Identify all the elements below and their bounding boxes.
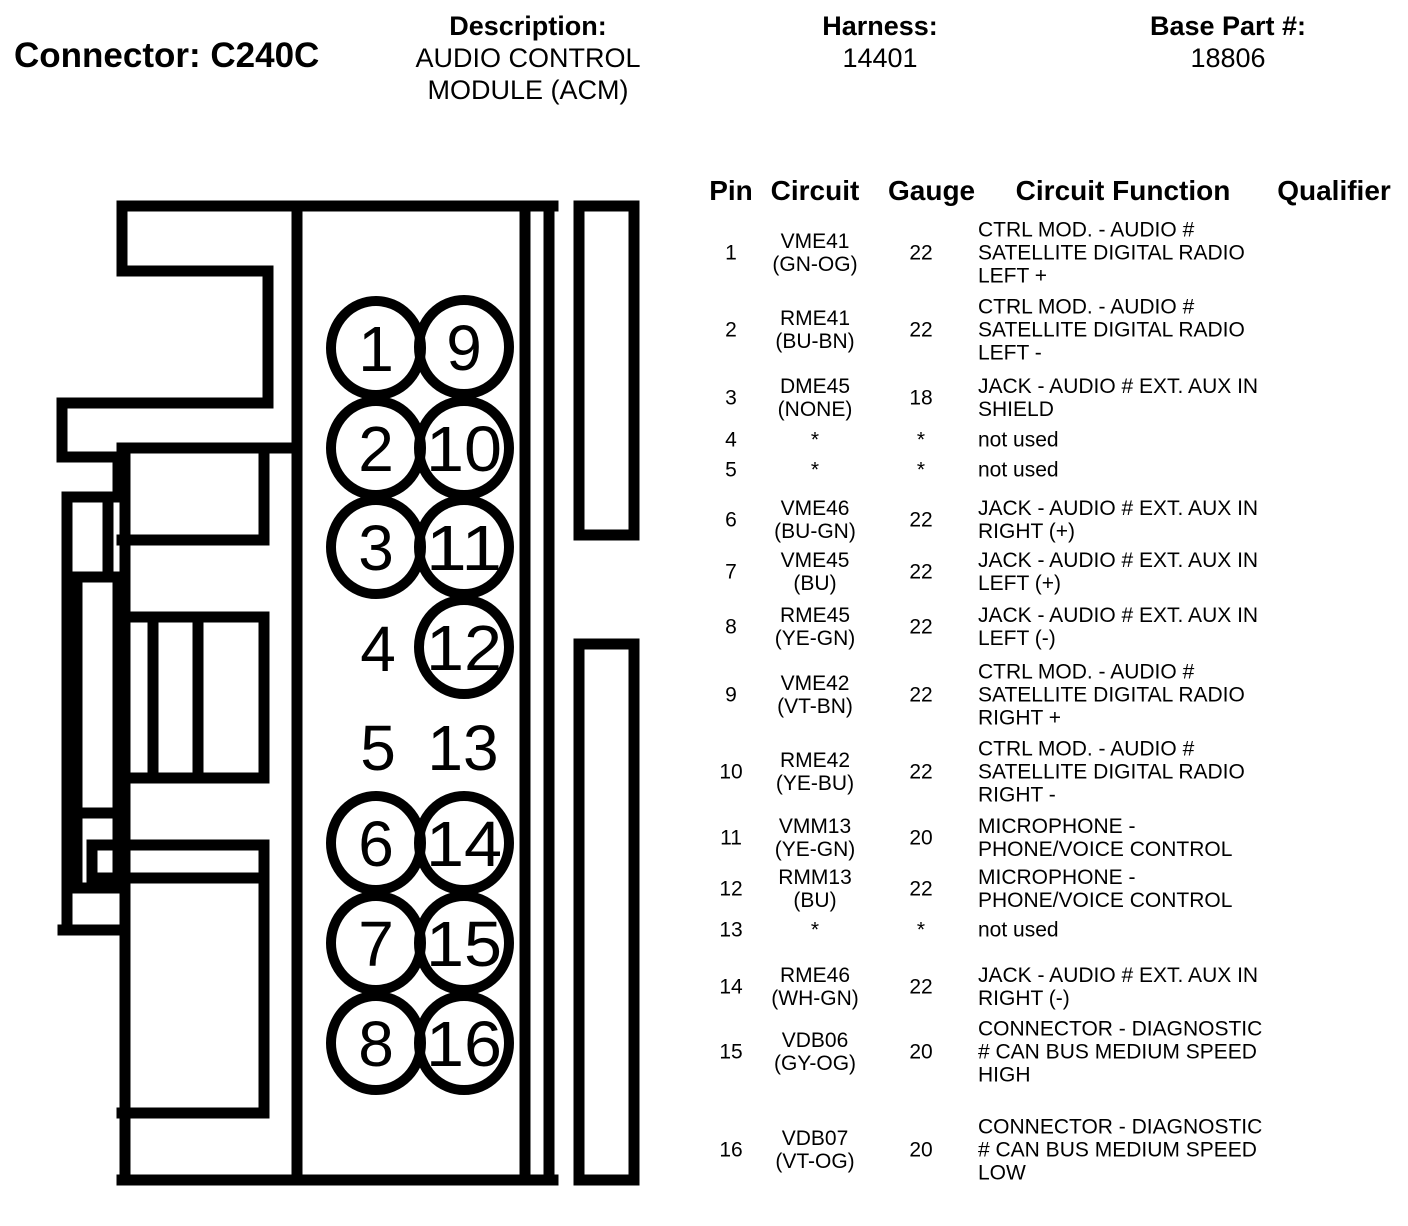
- circuit-cell: VMM13 (YE-GN): [774, 815, 856, 861]
- pin-cell: 2: [725, 318, 737, 342]
- circuit-function-cell: JACK - AUDIO # EXT. AUX IN SHIELD: [978, 375, 1259, 421]
- circuit-function-cell: CTRL MOD. - AUDIO # SATELLITE DIGITAL RADIO RIGHT +: [978, 660, 1245, 730]
- pin-cell: 4: [725, 428, 737, 452]
- gauge-cell: 22: [909, 508, 933, 532]
- column-header-gauge: Gauge: [888, 175, 976, 206]
- pin-cell: 16: [719, 1138, 743, 1162]
- harness-value: 14401: [842, 43, 918, 73]
- circuit-cell: VDB06 (GY-OG): [773, 1029, 857, 1075]
- pin-cell: 14: [719, 975, 743, 999]
- pin-cell: 8: [725, 615, 737, 639]
- column-header-qualifier: Qualifier: [1277, 175, 1391, 206]
- circuit-function-cell: JACK - AUDIO # EXT. AUX IN LEFT (+): [978, 549, 1259, 595]
- pin-number: 13: [427, 712, 499, 784]
- pins-group: [331, 300, 509, 1090]
- pin-number: 7: [358, 908, 394, 980]
- pin-number: 12: [426, 612, 502, 684]
- gauge-cell: *: [916, 918, 926, 942]
- circuit-cell: VME45 (BU): [780, 549, 850, 595]
- pin-number: 2: [358, 413, 394, 485]
- pin-cell: 6: [725, 508, 737, 532]
- pin-number: 11: [426, 512, 502, 584]
- circuit-function-cell: CTRL MOD. - AUDIO # SATELLITE DIGITAL RADIO RIGHT -: [978, 737, 1245, 807]
- circuit-cell: VME41 (GN-OG): [772, 230, 858, 276]
- circuit-function-cell: JACK - AUDIO # EXT. AUX IN RIGHT (+): [978, 497, 1259, 543]
- pin-cell: 1: [725, 241, 737, 265]
- pin-cell: 3: [725, 386, 737, 410]
- gauge-cell: 22: [909, 975, 933, 999]
- circuit-cell: RME46 (WH-GN): [771, 964, 859, 1010]
- base-part-value: 18806: [1190, 43, 1266, 73]
- pin-number: 4: [360, 613, 396, 685]
- pin-number: 16: [426, 1008, 502, 1080]
- pin-cell: 12: [719, 877, 743, 901]
- circuit-cell: *: [810, 428, 820, 452]
- gauge-cell: 22: [909, 560, 933, 584]
- circuit-cell: RME42 (YE-BU): [775, 749, 855, 795]
- gauge-cell: 22: [909, 241, 933, 265]
- pin-number: 3: [358, 512, 394, 584]
- pin-number: 9: [446, 312, 482, 384]
- base-part-label: Base Part #:: [1149, 11, 1307, 41]
- circuit-cell: DME45 (NONE): [777, 375, 853, 421]
- pin-number: 15: [426, 908, 502, 980]
- harness-label: Harness:: [822, 11, 938, 41]
- description-label: Description:: [449, 11, 607, 41]
- circuit-function-cell: CONNECTOR - DIAGNOSTIC # CAN BUS MEDIUM SPEED HIGH: [978, 1017, 1263, 1087]
- gauge-cell: 20: [909, 1040, 933, 1064]
- circuit-cell: VDB07 (VT-OG): [775, 1127, 855, 1173]
- gauge-cell: *: [916, 458, 926, 482]
- pin-cell: 11: [720, 826, 742, 850]
- circuit-function-cell: JACK - AUDIO # EXT. AUX IN LEFT (-): [978, 604, 1259, 650]
- pin-number: 8: [358, 1008, 394, 1080]
- gauge-cell: 20: [909, 1138, 933, 1162]
- circuit-cell: RMM13 (BU): [778, 866, 852, 912]
- gauge-cell: 22: [909, 615, 933, 639]
- pin-cell: 9: [725, 683, 737, 707]
- pin-number: 5: [360, 712, 396, 784]
- pin-cell: 13: [719, 918, 743, 942]
- gauge-cell: *: [916, 428, 926, 452]
- gauge-cell: 18: [909, 386, 933, 410]
- description-value-line1: AUDIO CONTROL: [415, 43, 641, 73]
- gauge-cell: 20: [909, 826, 933, 850]
- column-header-pin: Pin: [709, 175, 753, 206]
- column-header-circuit-function: Circuit Function: [1015, 175, 1231, 206]
- gauge-cell: 22: [909, 318, 933, 342]
- pin-number: 1: [358, 313, 394, 385]
- pin-cell: 5: [725, 458, 737, 482]
- pin-number: 10: [426, 413, 502, 485]
- pin-cell: 15: [719, 1040, 743, 1064]
- gauge-cell: 22: [909, 877, 933, 901]
- connector-title: Connector: C240C: [14, 36, 320, 75]
- circuit-cell: *: [810, 918, 820, 942]
- gauge-cell: 22: [909, 760, 933, 784]
- circuit-function-cell: MICROPHONE - PHONE/VOICE CONTROL: [978, 815, 1233, 861]
- gauge-cell: 22: [909, 683, 933, 707]
- circuit-function-cell: not used: [978, 458, 1059, 482]
- pin-number: 6: [358, 808, 394, 880]
- circuit-function-cell: not used: [978, 918, 1059, 942]
- description-value-line2: MODULE (ACM): [427, 75, 629, 105]
- circuit-function-cell: MICROPHONE - PHONE/VOICE CONTROL: [978, 866, 1233, 912]
- circuit-function-cell: not used: [978, 428, 1059, 452]
- circuit-function-cell: JACK - AUDIO # EXT. AUX IN RIGHT (-): [978, 964, 1259, 1010]
- circuit-function-cell: CTRL MOD. - AUDIO # SATELLITE DIGITAL RADIO LEFT -: [978, 295, 1245, 365]
- circuit-cell: RME41 (BU-BN): [775, 307, 855, 353]
- circuit-cell: VME42 (VT-BN): [777, 672, 853, 718]
- pin-cell: 10: [719, 760, 743, 784]
- circuit-function-cell: CTRL MOD. - AUDIO # SATELLITE DIGITAL RADIO LEFT +: [978, 218, 1245, 288]
- column-header-circuit: Circuit: [770, 175, 860, 206]
- circuit-cell: VME46 (BU-GN): [774, 497, 856, 543]
- circuit-cell: RME45 (YE-GN): [774, 604, 856, 650]
- connector-outline: [62, 206, 634, 1180]
- pin-cell: 7: [725, 560, 737, 584]
- circuit-cell: *: [810, 458, 820, 482]
- pin-number: 14: [426, 808, 502, 880]
- circuit-function-cell: CONNECTOR - DIAGNOSTIC # CAN BUS MEDIUM SPEED LOW: [978, 1115, 1263, 1185]
